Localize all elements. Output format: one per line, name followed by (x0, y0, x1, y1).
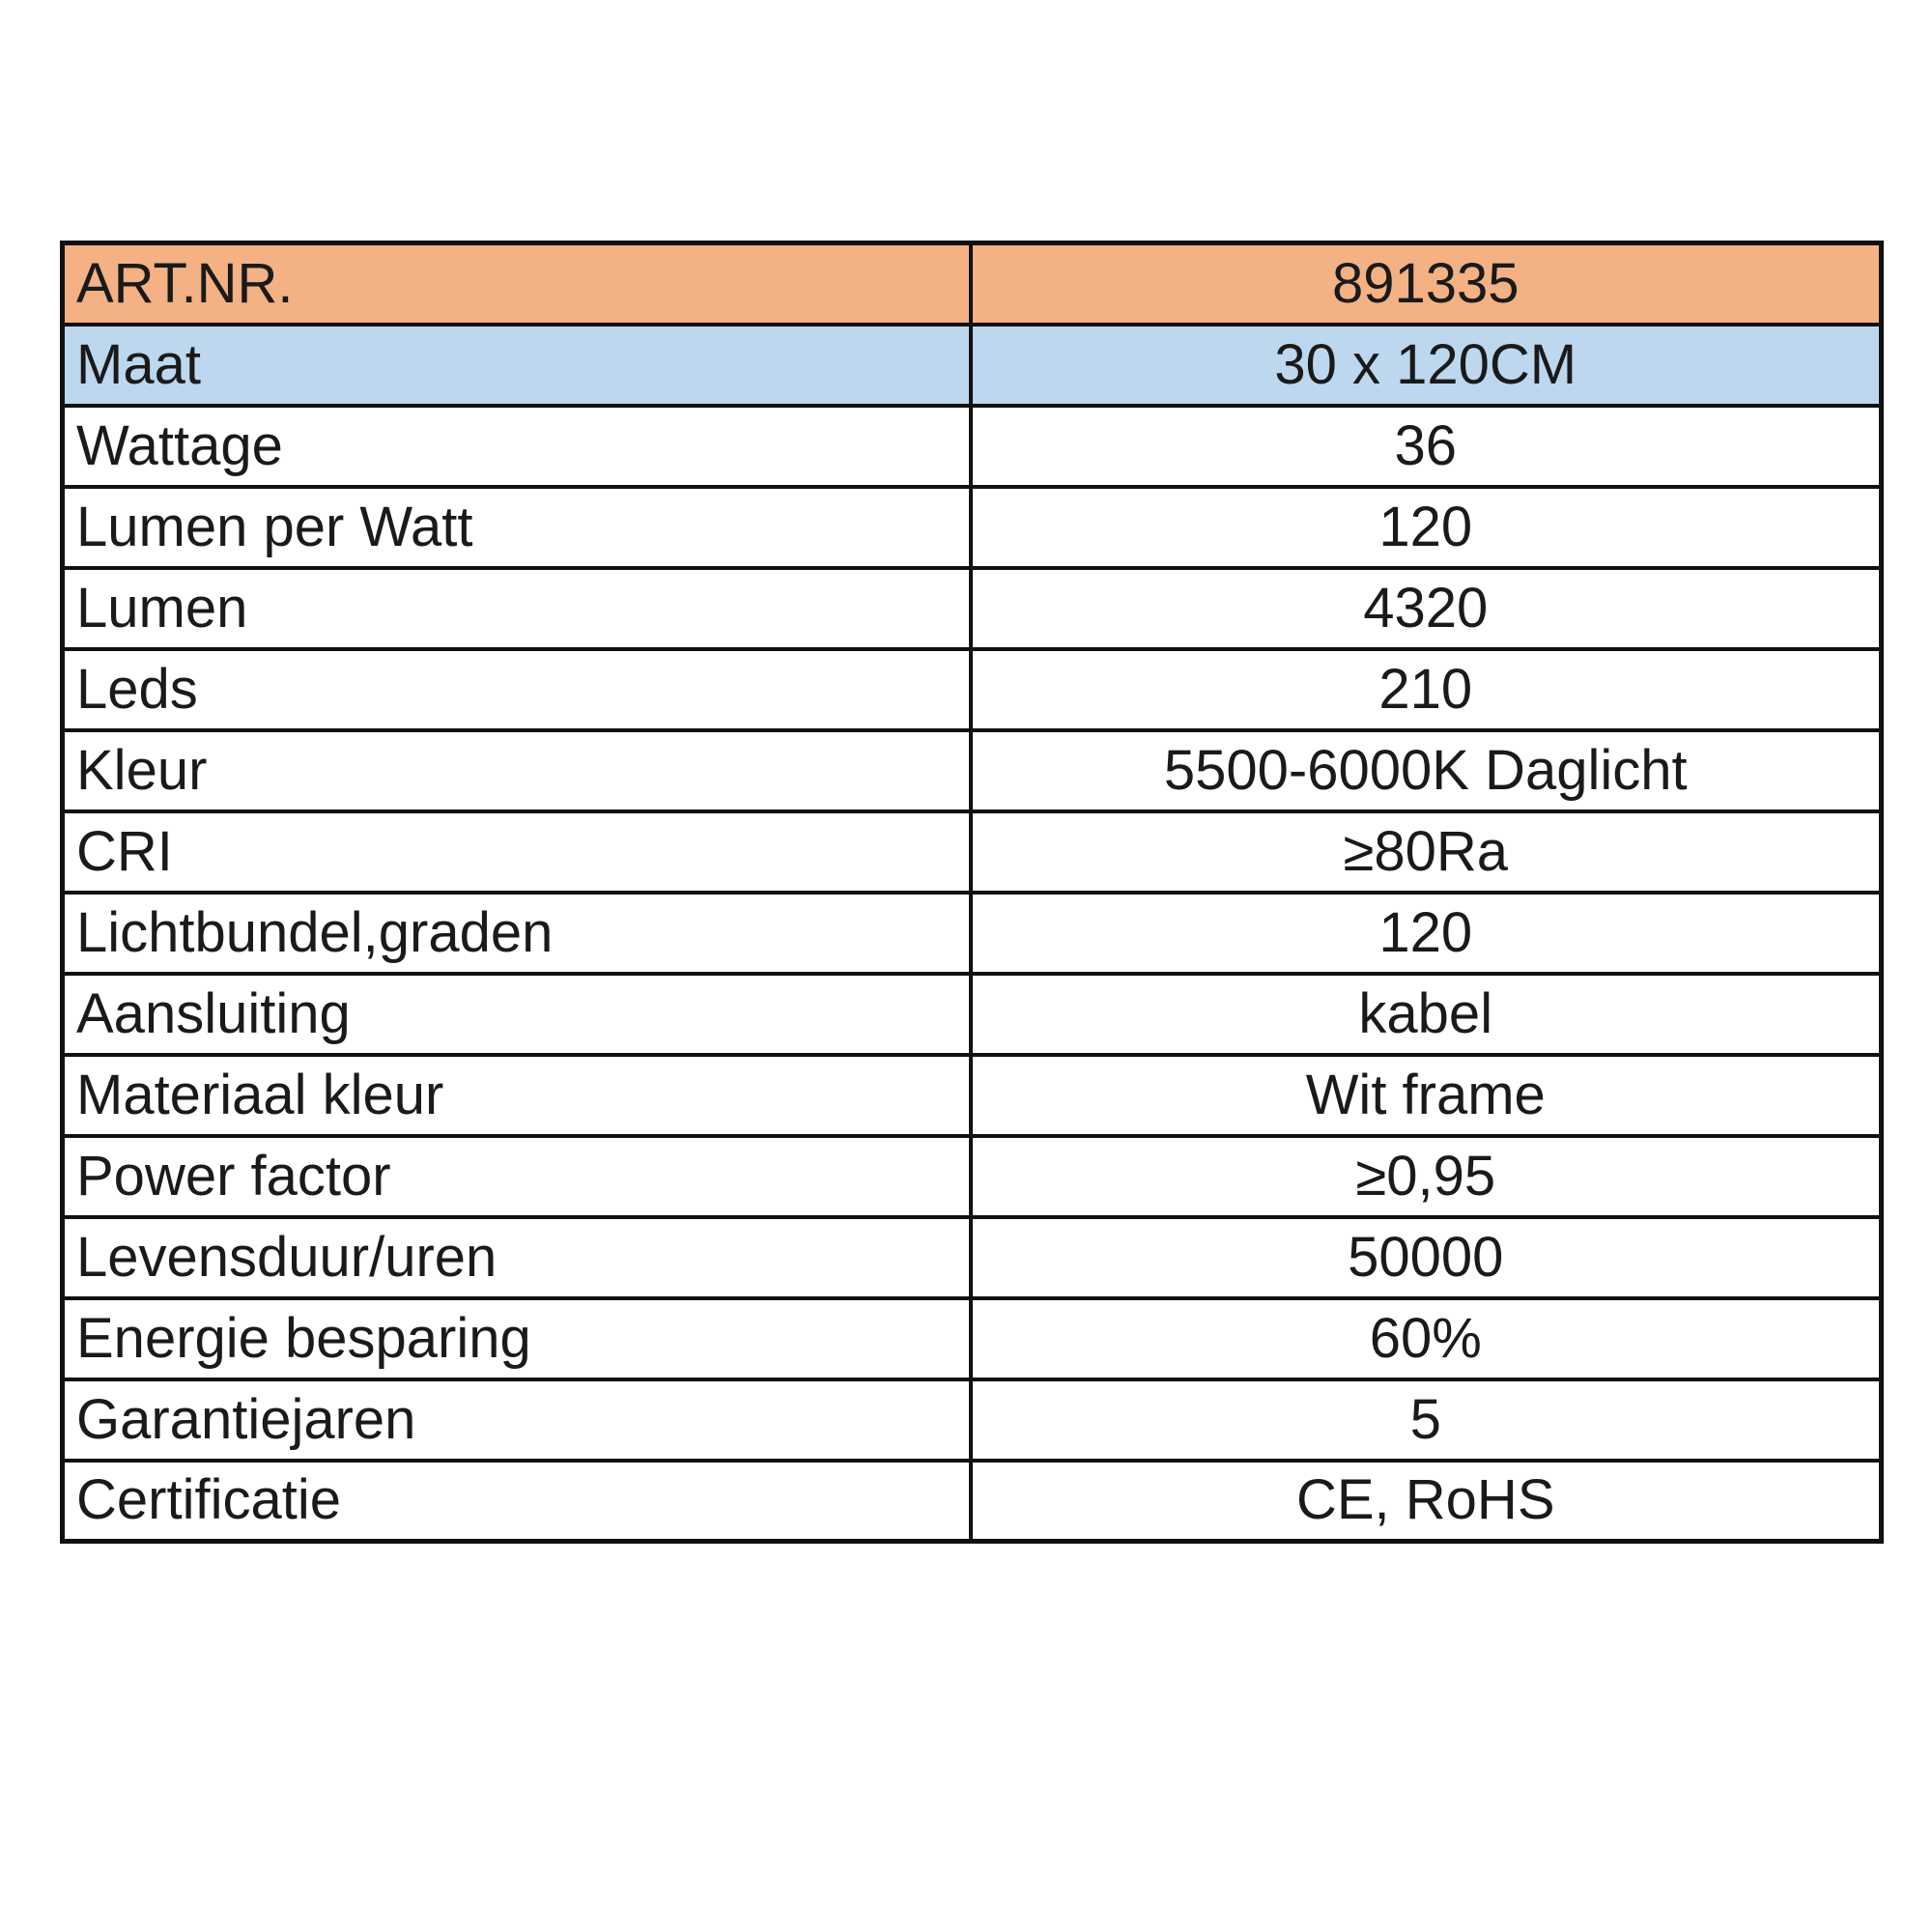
table-row (63, 893, 1882, 974)
spec-table (60, 241, 1884, 1544)
spec-label: CRI (63, 811, 971, 893)
spec-label: Levensduur/uren (63, 1217, 971, 1298)
article-number-label: ART.NR. (63, 243, 971, 325)
table-row (63, 487, 1882, 568)
spec-value: ≥0,95 (971, 1136, 1882, 1217)
spec-value: Wit frame (971, 1055, 1882, 1136)
spec-label: Lumen per Watt (63, 487, 971, 568)
spec-label: Leds (63, 649, 971, 730)
spec-label: Aansluiting (63, 974, 971, 1055)
spec-value: 5500-6000K Daglicht (971, 730, 1882, 811)
table-row (63, 730, 1882, 811)
table-row (63, 1298, 1882, 1379)
table-row (63, 649, 1882, 730)
table-row (63, 1136, 1882, 1217)
spec-value: ≥80Ra (971, 811, 1882, 893)
spec-label: Energie besparing (63, 1298, 971, 1379)
table-row-article-number (63, 243, 1882, 325)
spec-value: 5 (971, 1379, 1882, 1461)
table-row (63, 568, 1882, 649)
spec-label: Garantiejaren (63, 1379, 971, 1461)
size-value: 30 x 120CM (971, 325, 1882, 406)
spec-label: Materiaal kleur (63, 1055, 971, 1136)
size-label: Maat (63, 325, 971, 406)
table-row (63, 1055, 1882, 1136)
spec-label: Kleur (63, 730, 971, 811)
spec-value: 120 (971, 893, 1882, 974)
spec-label: Lichtbundel,graden (63, 893, 971, 974)
spec-label: Wattage (63, 406, 971, 487)
table-row (63, 1379, 1882, 1461)
spec-value: 60% (971, 1298, 1882, 1379)
spec-value: CE, RoHS (971, 1461, 1882, 1542)
table-row (63, 406, 1882, 487)
table-row (63, 1461, 1882, 1542)
article-number-value: 891335 (971, 243, 1882, 325)
spec-label: Power factor (63, 1136, 971, 1217)
table-row-size (63, 325, 1882, 406)
spec-value: 36 (971, 406, 1882, 487)
spec-value: kabel (971, 974, 1882, 1055)
spec-label: Lumen (63, 568, 971, 649)
table-row (63, 974, 1882, 1055)
spec-value: 120 (971, 487, 1882, 568)
spec-label: Certificatie (63, 1461, 971, 1542)
table-row (63, 1217, 1882, 1298)
spec-value: 4320 (971, 568, 1882, 649)
spec-value: 50000 (971, 1217, 1882, 1298)
table-row (63, 811, 1882, 893)
spec-value: 210 (971, 649, 1882, 730)
spec-table-body (63, 243, 1882, 1542)
